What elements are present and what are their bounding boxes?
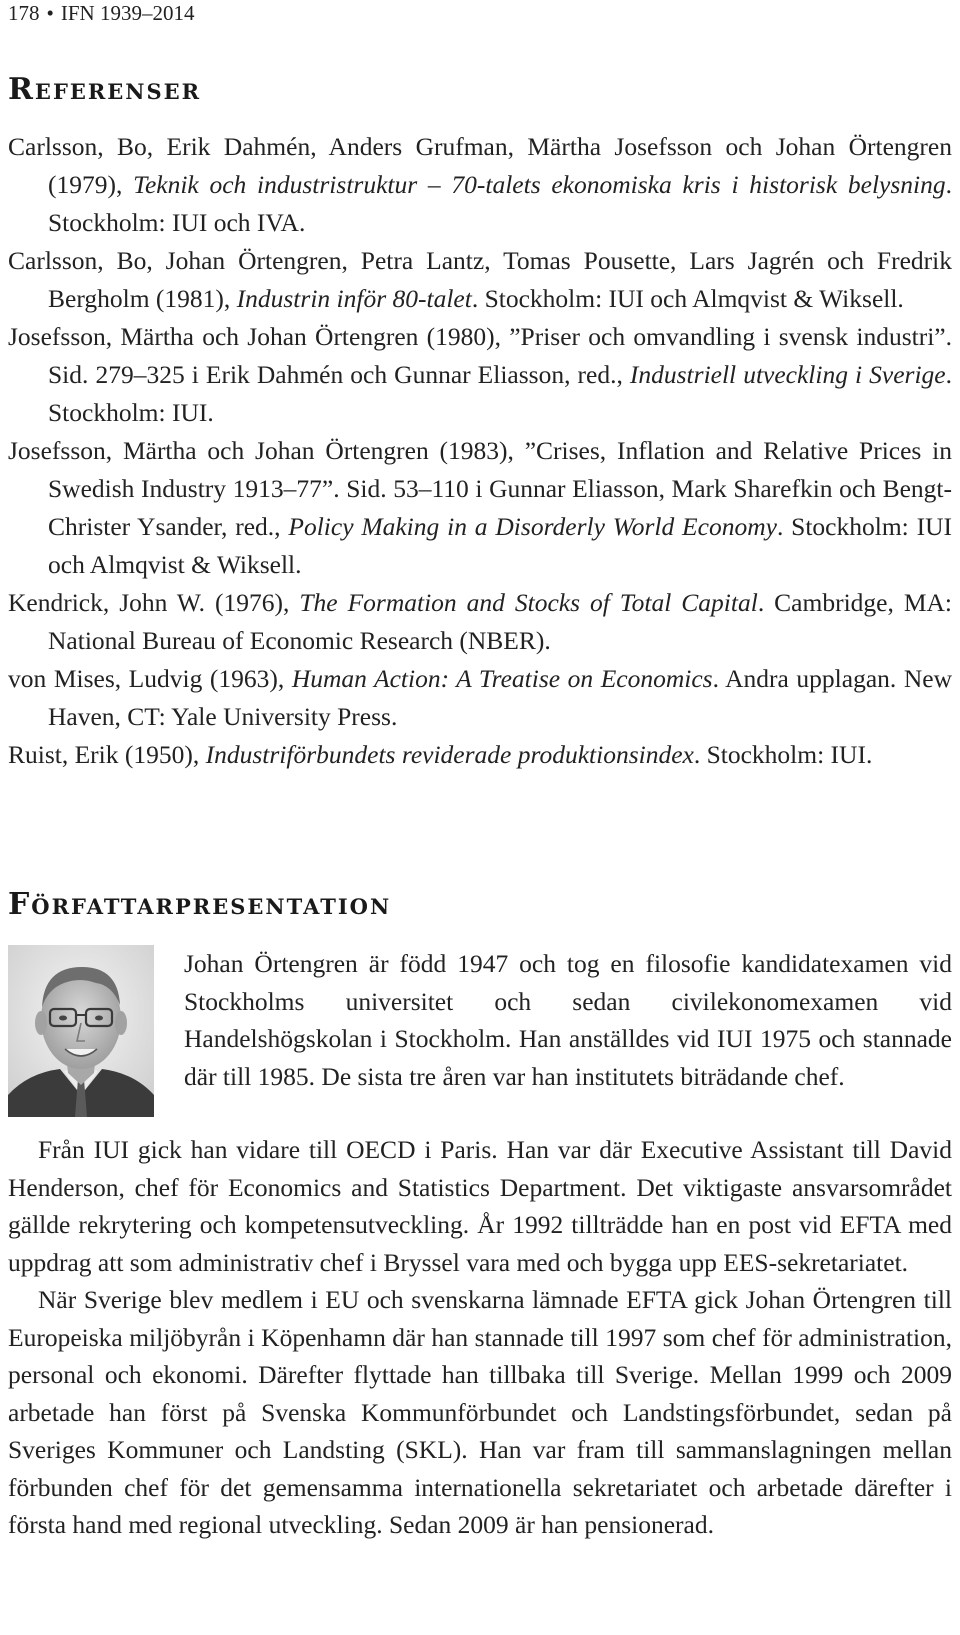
reference-title: Industrin inför 80-talet bbox=[236, 284, 472, 313]
publication-title: IFN 1939–2014 bbox=[60, 1, 195, 25]
reference-entry: Josefsson, Märtha och Johan Örtengren (1980), ”Priser och omvandling i svensk industri”. Sid. 279–325 i Erik Dahmén och Gunnar Eliasson, red., Industriell utveckling i Sverige. Stockholm: IUI. bbox=[8, 322, 952, 427]
running-head bbox=[8, 0, 194, 26]
author-heading: Författarpresentation bbox=[8, 887, 392, 922]
reference-title: The Formation and Stocks of Total Capital bbox=[299, 588, 758, 617]
author-biography bbox=[8, 1131, 952, 1544]
reference-title: Human Action: A Treatise on Economics bbox=[291, 664, 713, 693]
reference-entry: von Mises, Ludvig (1963), Human Action: A Treatise on Economics. Andra upplagan. New Haven, CT: Yale University Press. bbox=[8, 664, 952, 731]
references-heading: Referenser bbox=[8, 72, 202, 107]
reference-entry: Carlsson, Bo, Johan Örtengren, Petra Lantz, Tomas Pousette, Lars Jagrén och Fredrik Bergholm (1981), Industrin inför 80-talet. Stockholm: IUI och Almqvist & Wiksell. bbox=[8, 246, 952, 313]
portrait-image bbox=[8, 945, 154, 1117]
reference-title: Industriell utveckling i Sverige bbox=[629, 360, 946, 389]
header-bullet: • bbox=[46, 1, 54, 25]
reference-entry: Josefsson, Märtha och Johan Örtengren (1983), ”Crises, Inflation and Relative Prices in Swedish Industry 1913–77”. Sid. 53–110 i Gunnar Eliasson, Mark Sharefkin och Bengt-Christer Ysander, red., Policy Making in a Disorderly World Economy. Stockholm: IUI och Almqvist & Wiksell. bbox=[8, 436, 952, 579]
reference-entry: Carlsson, Bo, Erik Dahmén, Anders Grufman, Märtha Josefsson och Johan Örtengren (1979), Teknik och industristruktur – 70-talets ekonomiska kris i historisk belysning. Stockholm: IUI och IVA. bbox=[8, 132, 952, 237]
reference-title: Teknik och industristruktur – 70-talets ekonomiska kris i historisk belysning bbox=[133, 170, 946, 199]
reference-title: Industriförbundets reviderade produktionsindex bbox=[205, 740, 694, 769]
reference-entry: Ruist, Erik (1950), Industriförbundets reviderade produktionsindex. Stockholm: IUI. bbox=[8, 740, 873, 769]
author-intro-text: Johan Örtengren är född 1947 och tog en filosofie kandidatexamen vid Stockholms universitet och sedan civilekonomexamen vid Handelshögskolan i Stockholm. Han anställdes vid IUI 1975 och stannade där till 1985. De sista tre åren var han institutets biträdande chef. bbox=[184, 949, 952, 1091]
biography-paragraph: Från IUI gick han vidare till OECD i Paris. Han var där Executive Assistant till David Henderson, chef för Economics and Statistics Department. Det viktigaste ansvarsområdet gällde rekrytering och kompetensutveckling. År 1992 tillträdde han en post vid EFTA med uppdrag att som administrativ chef i Bryssel vara med och bygga upp EES-sekretariatet. bbox=[8, 1135, 952, 1277]
page-number: 178 bbox=[8, 1, 40, 25]
references-list bbox=[8, 128, 952, 774]
author-portrait bbox=[8, 945, 154, 1117]
reference-entry: Kendrick, John W. (1976), The Formation and Stocks of Total Capital. Cambridge, MA: National Bureau of Economic Research (NBER). bbox=[8, 588, 952, 655]
biography-paragraph: När Sverige blev medlem i EU och svenskarna lämnade EFTA gick Johan Örtengren till Europeiska miljöbyrån i Köpenhamn där han stannade till 1997 som chef för administration, personal och ekonomi. Därefter flyttade han tillbaka till Sverige. Mellan 1999 och 2009 arbetade han först på Svenska Kommunförbundet och Landstingsförbundet, sedan på Sveriges Kommuner och Landsting (SKL). Han var fram till sammanslagningen mellan förbunden chef för det gemensamma internationella sekretariatet och arbetade därefter i första hand med regional utveckling. Sedan 2009 är han pensionerad. bbox=[8, 1285, 952, 1539]
reference-title: Policy Making in a Disorderly World Economy bbox=[288, 512, 777, 541]
